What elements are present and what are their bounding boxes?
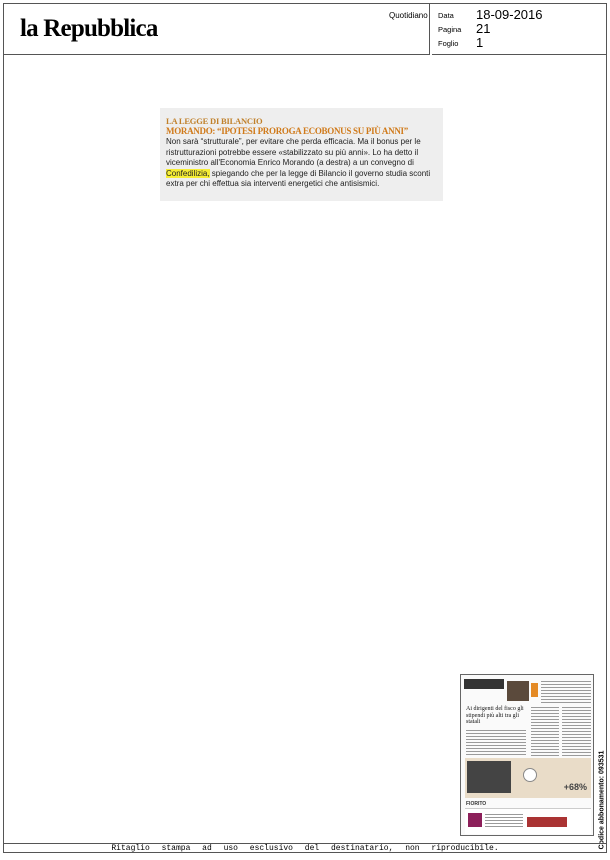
thumbnail-headline: Ai dirigenti del fisco gli stipendi più alti tra gli statali <box>466 706 524 725</box>
page-thumbnail <box>460 674 594 836</box>
thumbnail-text-column <box>466 730 526 756</box>
meta-sheet-value: 1 <box>476 35 484 50</box>
thumbnail-advert-bottom <box>465 808 591 834</box>
header-meta-box <box>432 3 607 55</box>
thumbnail-advert-percent: +68% <box>563 782 587 792</box>
meta-page-value: 21 <box>476 21 491 36</box>
thumbnail-text-column <box>485 814 523 829</box>
meta-page-label: Pagina <box>438 25 462 34</box>
article-body-text-end: spiegando che per la legge di Bilancio il governo studia sconti extra per chi effettua sia interventi energetici che antisismici. <box>166 168 431 189</box>
thumbnail-photo <box>507 681 529 701</box>
thumbnail-text-column <box>562 707 591 756</box>
article-body-text: Non sarà “strutturale”, per evitare che perda efficacia. Ma il bonus per le ristrutturazioni potrebbe essere «stabilizzato su più anni». Lo ha detto il viceministro all'Economia Enrico Morando (a destra) a un convegno di <box>166 137 421 168</box>
footer-disclaimer: Ritaglio stampa ad uso esclusivo del destinatario, non riproducibile. <box>3 843 607 853</box>
thumbnail-advert-panel <box>467 761 511 793</box>
thumbnail-advert-badge <box>523 768 537 782</box>
meta-date-label: Data <box>438 11 454 20</box>
thumbnail-section-label: FIORITO <box>466 801 487 807</box>
meta-sheet-label: Foglio <box>438 39 459 48</box>
thumbnail-text-column <box>541 681 591 703</box>
edition-label: Quotidiano <box>389 11 428 20</box>
article-body <box>166 137 437 190</box>
thumbnail-logo-icon <box>468 813 482 827</box>
article-headline: MORANDO: “IPOTESI PROROGA ECOBONUS SU PIÙ ANNI” <box>166 126 408 136</box>
header-masthead-area <box>3 3 430 55</box>
thumbnail-advert <box>465 758 591 798</box>
newspaper-masthead: la Repubblica <box>20 15 158 42</box>
article-kicker: LA LEGGE DI BILANCIO <box>166 116 263 126</box>
thumbnail-advert-pill <box>527 817 567 827</box>
highlighted-term: Confedilizia, <box>166 168 210 178</box>
article-clipping <box>160 108 443 201</box>
thumbnail-text-column <box>531 707 559 756</box>
subscription-code-text: Codice abbonamento: 093531 <box>598 750 606 850</box>
subscription-code <box>596 750 608 850</box>
thumbnail-header-band <box>464 679 504 689</box>
meta-sheet <box>438 35 598 51</box>
meta-date-value: 18-09-2016 <box>476 7 543 22</box>
thumbnail-orange-block <box>531 683 538 697</box>
